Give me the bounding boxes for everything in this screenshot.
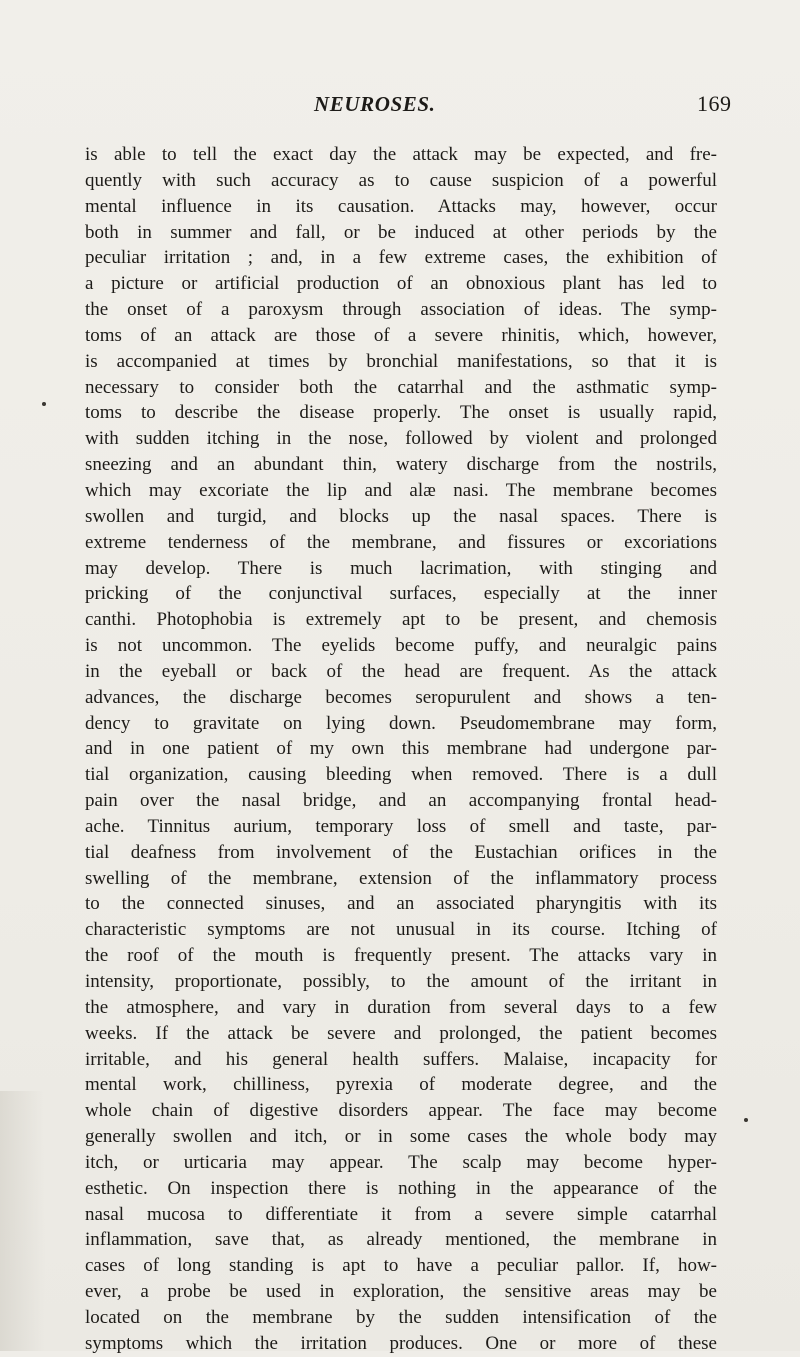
text-line: mental influence in its causation. Attacks may, however, occur bbox=[85, 195, 717, 217]
body-paragraph bbox=[85, 142, 717, 1357]
text-line: itch, or urticaria may appear. The scalp may become hyper- bbox=[85, 1151, 717, 1173]
margin-speck bbox=[744, 1118, 748, 1122]
page-number: 169 bbox=[697, 91, 732, 116]
text-line: which may excoriate the lip and alæ nasi. The membrane becomes bbox=[85, 479, 717, 501]
text-line: toms to describe the disease properly. The onset is usually rapid, bbox=[85, 402, 717, 424]
running-title: NEUROSES. bbox=[314, 92, 436, 116]
text-line: dency to gravitate on lying down. Pseudomembrane may form, bbox=[85, 712, 717, 734]
text-line: symptoms which the irritation produces. One or more of these bbox=[85, 1332, 717, 1354]
text-line: and in one patient of my own this membrane had undergone par- bbox=[85, 738, 717, 760]
text-line: the atmosphere, and vary in duration from several days to a few bbox=[85, 996, 717, 1018]
text-line: nasal mucosa to differentiate it from a severe simple catarrhal bbox=[85, 1203, 717, 1225]
text-line: extreme tenderness of the membrane, and fissures or excoriations bbox=[85, 531, 717, 553]
text-line: sneezing and an abundant thin, watery discharge from the nostrils, bbox=[85, 454, 717, 476]
text-line: peculiar irritation ; and, in a few extreme cases, the exhibition of bbox=[85, 247, 717, 269]
text-line: swollen and turgid, and blocks up the nasal spaces. There is bbox=[85, 505, 717, 527]
text-line: is not uncommon. The eyelids become puffy, and neuralgic pains bbox=[85, 635, 717, 657]
page-edge-shadow bbox=[0, 1091, 45, 1351]
text-line: inflammation, save that, as already mentioned, the membrane in bbox=[85, 1229, 717, 1251]
text-line: mental work, chilliness, pyrexia of moderate degree, and the bbox=[85, 1074, 717, 1096]
text-line: tial organization, causing bleeding when removed. There is a dull bbox=[85, 764, 717, 786]
text-line: toms of an attack are those of a severe rhinitis, which, however, bbox=[85, 324, 717, 346]
text-line: pain over the nasal bridge, and an accompanying frontal head- bbox=[85, 790, 717, 812]
text-line: weeks. If the attack be severe and prolonged, the patient becomes bbox=[85, 1022, 717, 1044]
text-line: quently with such accuracy as to cause suspicion of a powerful bbox=[85, 169, 717, 191]
margin-speck bbox=[42, 402, 46, 406]
text-line: both in summer and fall, or be induced at other periods by the bbox=[85, 221, 717, 243]
text-line: intensity, proportionate, possibly, to the amount of the irritant in bbox=[85, 971, 717, 992]
text-line: located on the membrane by the sudden intensification of the bbox=[85, 1306, 717, 1328]
text-line: esthetic. On inspection there is nothing in the appearance of the bbox=[85, 1177, 717, 1199]
text-line: pricking of the conjunctival surfaces, especially at the inner bbox=[85, 583, 717, 605]
text-line: cases of long standing is apt to have a peculiar pallor. If, how- bbox=[85, 1255, 717, 1277]
text-line: generally swollen and itch, or in some cases the whole body may bbox=[85, 1126, 717, 1148]
text-line: swelling of the membrane, extension of the inflammatory process bbox=[85, 867, 717, 889]
text-line: may develop. There is much lacrimation, with stinging and bbox=[85, 557, 717, 579]
text-line: is accompanied at times by bronchial manifestations, so that it is bbox=[85, 350, 717, 372]
text-line: in the eyeball or back of the head are frequent. As the attack bbox=[85, 660, 717, 682]
text-line: the roof of the mouth is frequently present. The attacks vary in bbox=[85, 945, 717, 967]
text-line: is able to tell the exact day the attack may be expected, and fre- bbox=[85, 144, 717, 165]
text-line: a picture or artificial production of an obnoxious plant has led to bbox=[85, 273, 717, 295]
text-line: irritable, and his general health suffers. Malaise, incapacity for bbox=[85, 1048, 717, 1070]
text-line: whole chain of digestive disorders appear. The face may become bbox=[85, 1100, 717, 1122]
text-line: ever, a probe be used in exploration, the sensitive areas may be bbox=[85, 1281, 717, 1303]
text-line: advances, the discharge becomes seropurulent and shows a ten- bbox=[85, 686, 717, 708]
text-line: tial deafness from involvement of the Eustachian orifices in the bbox=[85, 841, 717, 863]
text-line: canthi. Photophobia is extremely apt to be present, and chemosis bbox=[85, 609, 717, 631]
text-line: the onset of a paroxysm through association of ideas. The symp- bbox=[85, 299, 717, 321]
text-line: necessary to consider both the catarrhal and the asthmatic symp- bbox=[85, 376, 717, 398]
text-line: to the connected sinuses, and an associated pharyngitis with its bbox=[85, 893, 717, 915]
running-head bbox=[0, 88, 800, 120]
text-line: characteristic symptoms are not unusual in its course. Itching of bbox=[85, 919, 717, 941]
text-line: ache. Tinnitus aurium, temporary loss of smell and taste, par- bbox=[85, 815, 717, 837]
text-line: with sudden itching in the nose, followed by violent and prolonged bbox=[85, 428, 717, 450]
